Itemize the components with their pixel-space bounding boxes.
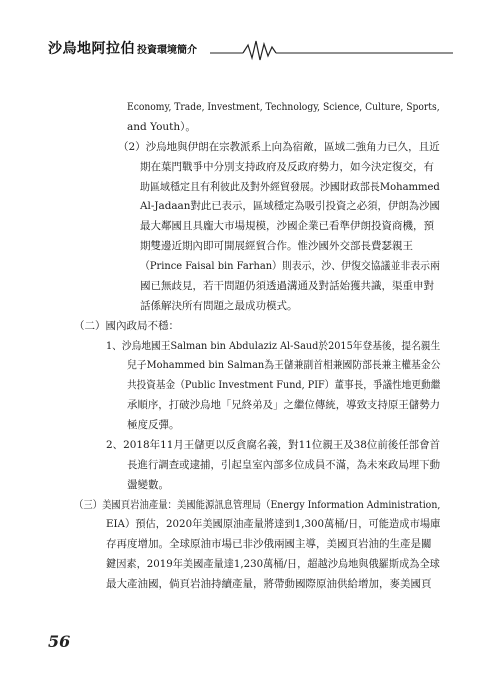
header-title-sub: 投資環境簡介 [137, 45, 197, 56]
body-line: Al-Jadaan對此已表示，區域穩定為吸引投資之必須，伊朗為沙國 [140, 200, 440, 213]
body-line: 最大鄰國且具龐大市場規模，沙國企業已看準伊朗投資商機，預 [140, 220, 434, 233]
body-line: 期雙邊近期內即可開展經貿合作。惟沙國外交部長費瑟親王 [140, 240, 413, 253]
body-line: 承順序，打破沙烏地「兄終弟及」之繼位傳統，導致支持原王儲勢力 [127, 399, 441, 412]
body-line: （Prince Faisal bin Farhan）則表示，沙、伊復交協議並非表示兩 [140, 260, 440, 272]
section-heading: （二）國內政局不穩： [74, 319, 179, 332]
section-heading: （三）美國頁岩油產量：美國能源訊息管理局（Energy Information Administration, [74, 498, 441, 511]
header-title-main: 沙烏地阿拉伯 [48, 41, 135, 57]
body-line: 鍵因素，2019年美國產量達1,230萬桶/日，超越沙烏地與俄羅斯成為全球 [106, 558, 440, 571]
body-line: 國已無歧見，若干問題仍須透過溝通及對話始獲共識，渠重申對 [140, 279, 434, 292]
body-line: （2）沙烏地與伊朗在宗教派系上向為宿敵，區域二強角力已久，且近 [118, 140, 440, 153]
body-line: 存再度增加。全球原油市場已非沙俄兩國主導，美國頁岩油的生產是關 [106, 538, 432, 551]
body-line: 長進行調查或逮捕，引起皇室內部多位成員不滿，為未來政局埋下動 [127, 458, 441, 471]
body-line: EIA）預估，2020年美國原油產量將達到1,300萬桶/日，可能造成市場庫 [106, 518, 441, 531]
body-line: 極度反彈。 [127, 419, 180, 431]
body-line: 最大產油國，倘頁岩油持續產量，將帶動國際原油供給增加，麥美國頁 [106, 578, 432, 590]
body-line: 助區域穩定且有利彼此及對外經貿發展。沙國財政部長Mohammed [140, 180, 440, 193]
body-line: 兒子Mohammed bin Salman為王儲兼副首相兼國防部長兼主權基金公 [127, 359, 441, 372]
body-line: 盪變數。 [127, 478, 169, 491]
running-header [48, 36, 453, 58]
body-line: 1、沙烏地國王Salman bin Abdulaziz Al-Saud於2015年登基後，提名親生 [106, 339, 441, 352]
body-line: 共投資基金（Public Investment Fund, PIF）董事長，爭議性地更動繼 [127, 379, 441, 392]
page-number: 56 [48, 632, 71, 651]
body-line: 2、2018年11月王儲更以反貪腐名義，對11位親王及38位前後任部會首 [106, 438, 440, 451]
body-line: and Youth）。 [127, 120, 196, 133]
body-line: Economy, Trade, Investment, Technology, Science, Culture, Sports, [127, 101, 440, 113]
header-title [48, 38, 197, 58]
body-line: 期在葉門戰爭中分別支持政府及反政府勢力，如今決定復交，有 [140, 160, 434, 173]
body-line: 話係解決所有問題之最成功模式。 [140, 299, 298, 312]
